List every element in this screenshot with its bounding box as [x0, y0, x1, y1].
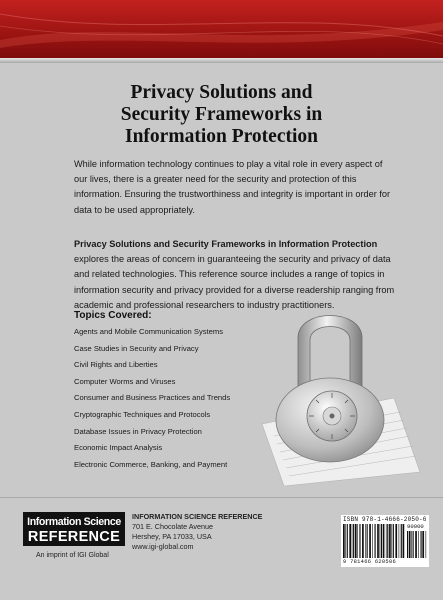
footer-divider — [0, 497, 443, 498]
intro-paragraph: While information technology continues to play a vital role in every aspect of our lives, there is a greater need for the security and protection of this information. Ensuring the trustworthiness and integrity is important in order for data to be used appropriately. — [74, 159, 391, 215]
topic-item: Electronic Commerce, Banking, and Payment — [74, 459, 228, 469]
topic-item: Case Studies in Security and Privacy — [74, 343, 199, 353]
header-rule — [0, 58, 443, 63]
isbn-barcode — [341, 515, 429, 567]
topic-item: Civil Rights and Liberties — [74, 360, 158, 370]
topics-heading: Topics Covered: — [74, 310, 152, 321]
topic-item: Computer Worms and Viruses — [74, 376, 176, 386]
description-book-title: Privacy Solutions and Security Frameworks in Information Protection — [74, 239, 378, 249]
publisher-address — [132, 512, 262, 552]
topic-item: Consumer and Business Practices and Trends — [74, 393, 231, 403]
topics-list — [74, 326, 230, 475]
book-title — [0, 82, 443, 148]
logo-line-1: Information Science — [27, 516, 121, 528]
logo-line-2: REFERENCE — [27, 529, 121, 545]
address-line-1: 701 E. Chocolate Avenue — [132, 522, 213, 531]
isbn-text: ISBN 978-1-4666-2050-6 — [343, 516, 427, 523]
title-line-1: Privacy Solutions and — [130, 82, 313, 103]
description-text: explores the areas of concern in guaranteeing the security and privacy of data and related technologies. This reference source includes a range of topics in information security and privacy provided for a diverse readership ranging from academic and professional researchers to industry practitioners. — [74, 254, 395, 310]
barcode-bars — [343, 524, 405, 558]
publisher-logo — [23, 512, 125, 546]
barcode-digits: 9 781466 620506 — [343, 559, 397, 565]
imprint-text: An imprint of IGI Global — [36, 552, 109, 559]
addon-barcode-bars — [407, 531, 427, 558]
topic-item: Agents and Mobile Communication Systems — [74, 327, 223, 336]
addon-code: 90000 — [407, 523, 424, 530]
title-line-2: Security Frameworks in — [120, 104, 323, 125]
padlock-on-document-illustration — [244, 296, 424, 486]
lock-shackle — [298, 316, 362, 389]
address-line-2: Hershey, PA 17033, USA — [132, 532, 212, 541]
publisher-name: INFORMATION SCIENCE REFERENCE — [132, 512, 263, 521]
header-swoosh-decoration — [0, 0, 443, 58]
topic-item: Economic Impact Analysis — [74, 443, 163, 453]
topic-item: Cryptographic Techniques and Protocols — [74, 409, 211, 419]
topic-item: Database Issues in Privacy Protection — [74, 426, 202, 436]
publisher-website: www.igi-global.com — [132, 542, 194, 551]
title-line-3: Information Protection — [125, 126, 318, 147]
header-band — [0, 0, 443, 58]
